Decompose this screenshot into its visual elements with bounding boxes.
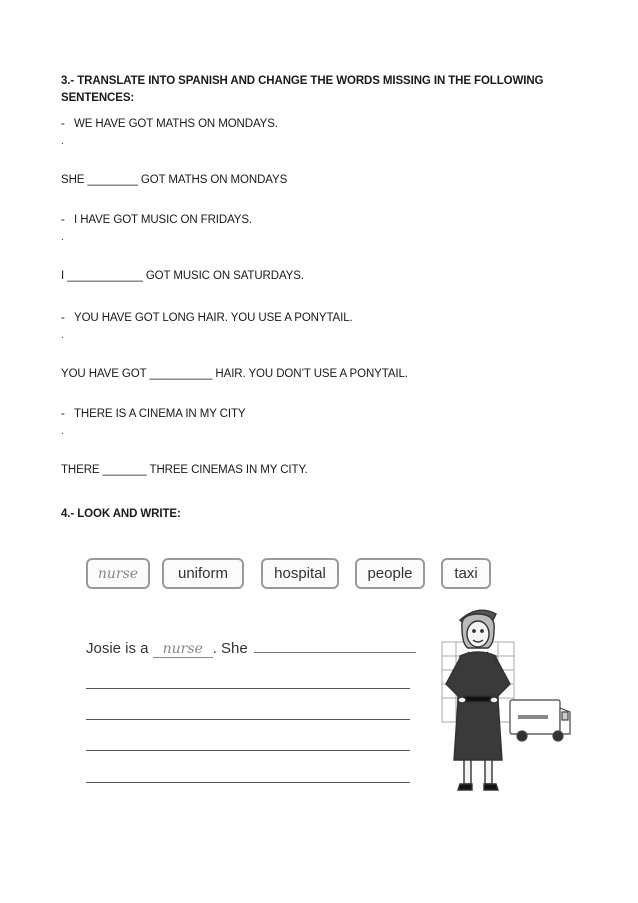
section3-heading-line2: SENTENCES: [61,92,135,104]
bullet: - [61,312,65,324]
exercise-item-3 [61,312,353,324]
sentence-3: YOU HAVE GOT LONG HAIR. YOU USE A PONYTAIL. [74,312,353,324]
word-box-nurse [86,558,150,589]
answer-dot-1: . [61,136,64,147]
fill-sentence-2: I ____________ GOT MUSIC ON SATURDAYS. [61,270,304,282]
writing-line-2 [86,719,410,720]
word-people: people [367,565,413,582]
josie-sentence [86,640,416,658]
fill-sentence-1: SHE ________ GOT MATHS ON MONDAYS [61,174,288,186]
sentence-2: I HAVE GOT MUSIC ON FRIDAYS. [74,214,253,226]
writing-line-1 [86,688,410,689]
bullet: - [61,408,65,420]
writing-line-3 [86,750,410,751]
word-taxi: taxi [454,565,478,582]
word-nurse: nurse [97,565,139,582]
writing-line-inline [254,640,416,653]
section4-heading: 4.- LOOK AND WRITE: [61,508,181,520]
ambulance-icon [510,700,570,741]
answer-dot-2: . [61,232,64,243]
word-hospital: hospital [274,565,326,582]
word-box-taxi [441,558,491,589]
exercise-item-2 [61,214,252,226]
answer-dot-4: . [61,426,64,437]
answer-dot-3: . [61,330,64,341]
exercise-item-4 [61,408,245,420]
fill-sentence-4: THERE _______ THREE CINEMAS IN MY CITY. [61,464,308,476]
nurse-illustration [438,600,578,800]
sentence-start: Josie is a [86,640,149,657]
sentence-continue: . She [212,640,248,657]
bullet: - [61,118,65,130]
fill-sentence-3: YOU HAVE GOT __________ HAIR. YOU DON’T USE A PONYTAIL. [61,368,408,380]
bullet: - [61,214,65,226]
exercise-item-1 [61,118,278,130]
word-box-hospital [261,558,339,589]
section3-heading-line1: 3.- TRANSLATE INTO SPANISH AND CHANGE THE WORDS MISSING IN THE FOLLOWING [61,75,544,87]
word-box-uniform [162,558,244,589]
written-answer: nurse [153,641,213,658]
writing-line-4 [86,782,410,783]
word-uniform: uniform [177,565,229,582]
word-box-people [355,558,425,589]
sentence-4: THERE IS A CINEMA IN MY CITY [74,408,246,420]
sentence-1: WE HAVE GOT MATHS ON MONDAYS. [74,118,278,130]
